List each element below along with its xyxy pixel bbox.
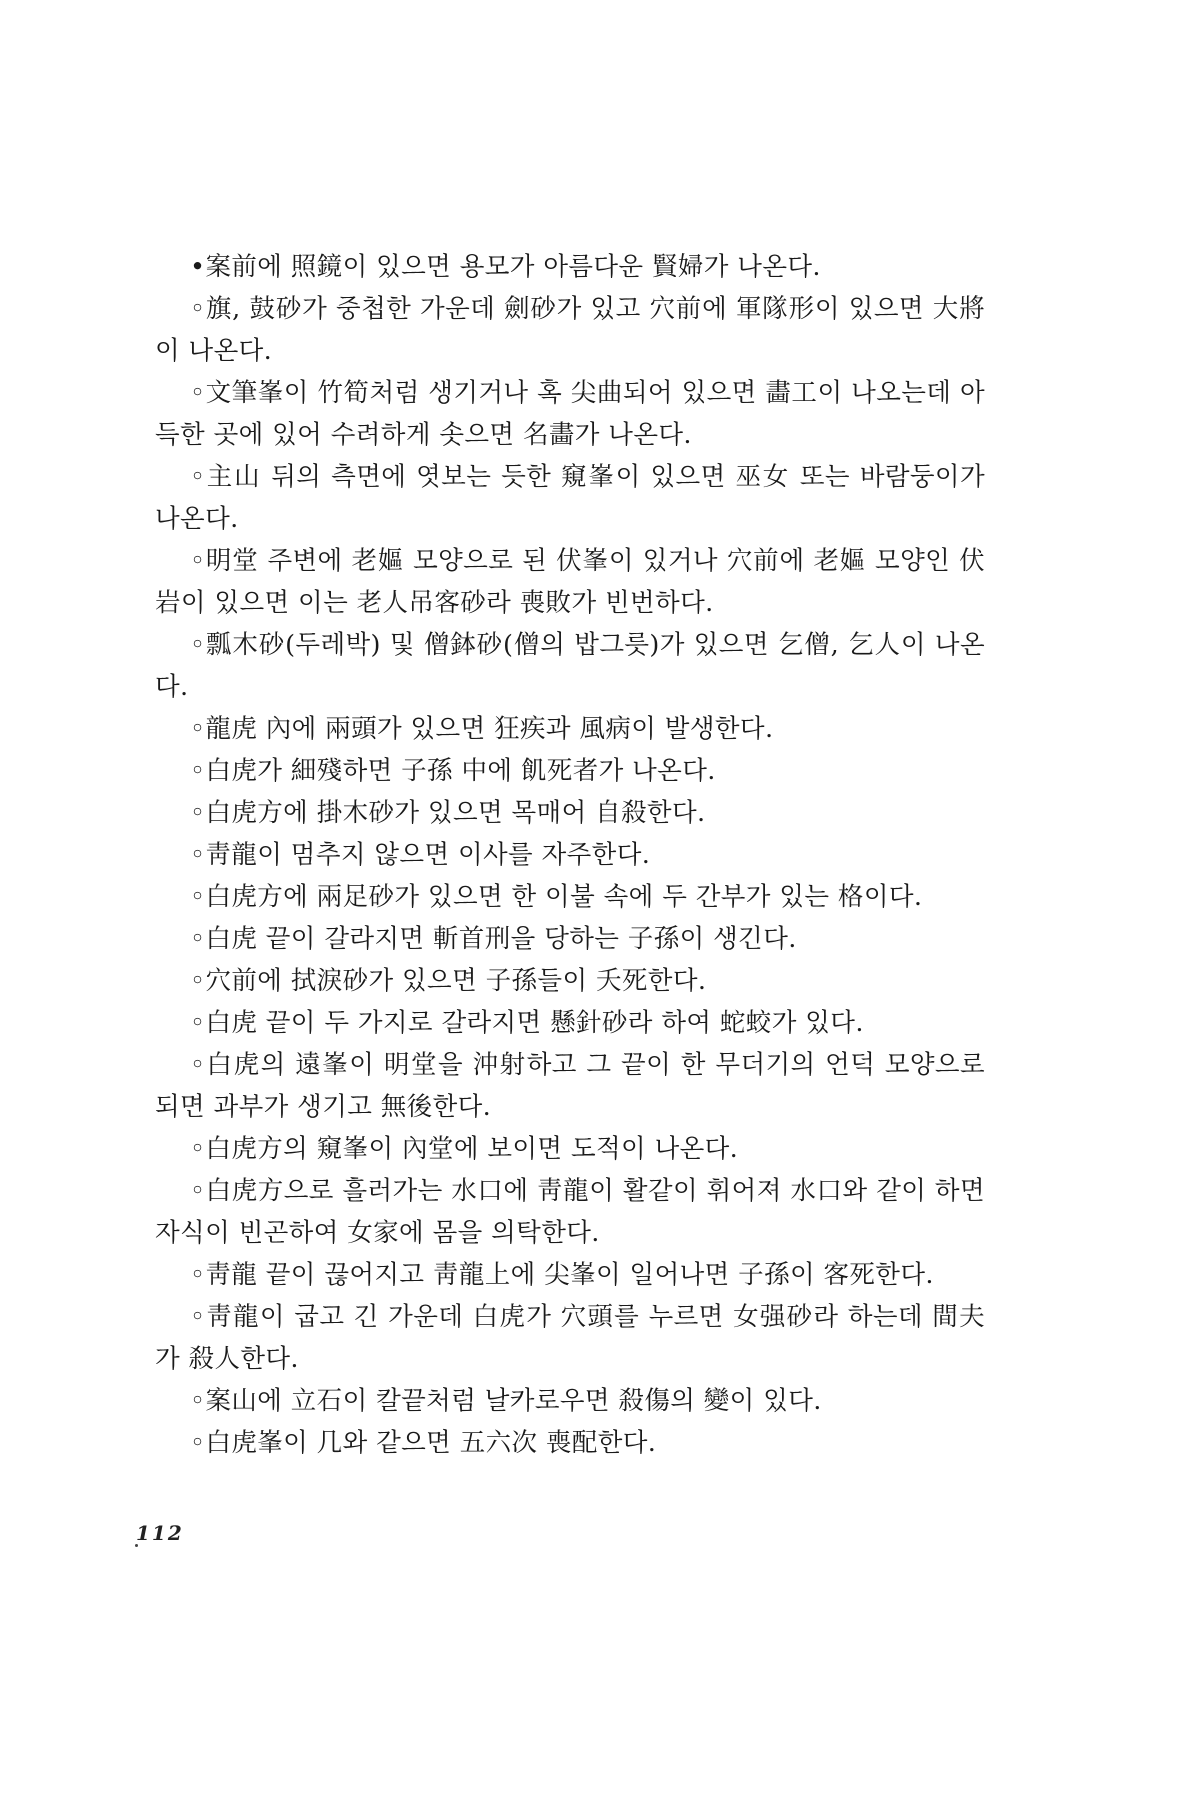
paragraph: ◦穴前에 拭淚砂가 있으면 子孫들이 夭死한다. — [190, 966, 707, 996]
paragraph: ◦案山에 立石이 칼끝처럼 날카로우면 殺傷의 變이 있다. — [190, 1386, 822, 1416]
paragraph: ◦白虎 끝이 두 가지로 갈라지면 懸針砂라 하여 蛇蛟가 있다. — [190, 1008, 864, 1038]
paragraph: ◦白虎方에 兩足砂가 있으면 한 이불 속에 두 간부가 있는 格이다. — [190, 882, 923, 912]
paragraph: ◦白虎方의 窺峯이 內堂에 보이면 도적이 나온다. — [190, 1134, 739, 1164]
paragraph: ◦靑龍이 굽고 긴 가운데 白虎가 穴頭를 누르면 女强砂라 하는데 間夫가 殺人한다. — [155, 1302, 985, 1374]
paragraph: ◦主山 뒤의 측면에 엿보는 듯한 窺峯이 있으면 巫女 또는 바람둥이가 나온다. — [155, 462, 985, 534]
paragraph: ◦白虎의 遠峯이 明堂을 沖射하고 그 끝이 한 무더기의 언덕 모양으로 되면 과부가 생기고 無後한다. — [155, 1050, 985, 1122]
paragraph: ◦白虎가 細殘하면 子孫 中에 飢死者가 나온다. — [190, 756, 716, 786]
paragraph: ◦白虎方으로 흘러가는 水口에 靑龍이 활같이 휘어져 水口와 같이 하면 자식이 빈곤하여 女家에 몸을 의탁한다. — [155, 1176, 985, 1248]
paragraph: ◦靑龍 끝이 끊어지고 靑龍上에 尖峯이 일어나면 子孫이 客死한다. — [190, 1260, 934, 1290]
paragraph: ◦文筆峯이 竹筍처럼 생기거나 혹 尖曲되어 있으면 畵工이 나오는데 아득한 곳에 있어 수려하게 솟으면 名畵가 나온다. — [155, 378, 985, 450]
paragraph: ◦白虎方에 掛木砂가 있으면 목매어 自殺한다. — [190, 798, 706, 828]
page-number: 112 — [136, 1521, 184, 1545]
paragraph: ◦靑龍이 멈추지 않으면 이사를 자주한다. — [190, 840, 651, 870]
text-body — [155, 246, 985, 1464]
paragraph: ◦瓢木砂(두레박) 및 僧鉢砂(僧의 밥그릇)가 있으면 乞僧, 乞人이 나온다. — [155, 630, 985, 702]
paragraph: ◦旗, 鼓砂가 중첩한 가운데 劍砂가 있고 穴前에 軍隊形이 있으면 大將이 나온다. — [155, 294, 985, 366]
paragraph: ◦龍虎 內에 兩頭가 있으면 狂疾과 風病이 발생한다. — [190, 714, 774, 744]
paragraph: •案前에 照鏡이 있으면 용모가 아름다운 賢婦가 나온다. — [190, 252, 821, 282]
paragraph: ◦白虎 끝이 갈라지면 斬首刑을 당하는 子孫이 생긴다. — [190, 924, 797, 954]
paragraph: ◦白虎峯이 几와 같으면 五六次 喪配한다. — [190, 1428, 657, 1458]
paragraph: ◦明堂 주변에 老嫗 모양으로 된 伏峯이 있거나 穴前에 老嫗 모양인 伏岩이 있으면 이는 老人吊客砂라 喪敗가 빈번하다. — [155, 546, 985, 618]
